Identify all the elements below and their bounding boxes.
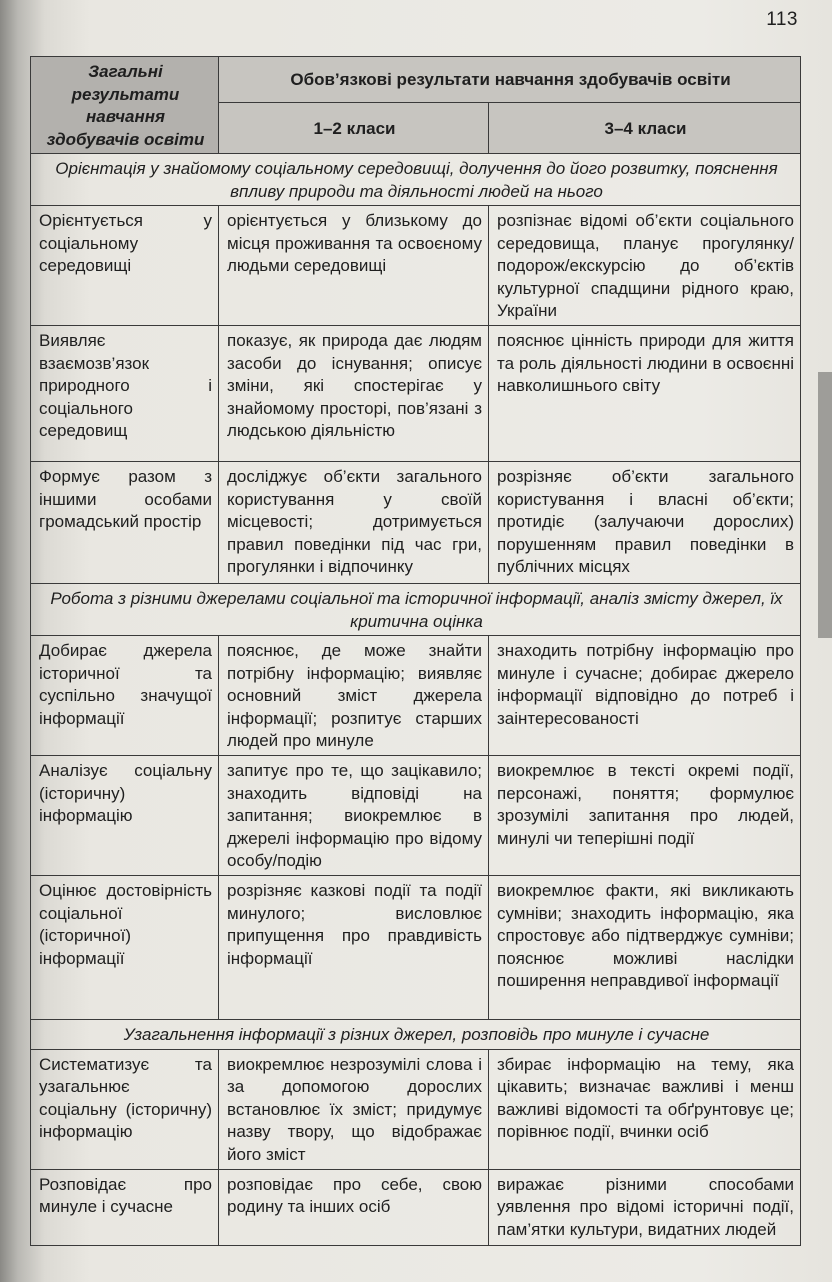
table-row: [31, 206, 801, 326]
grades-3-4-cell: знаходить потрібну інформацію про минуле і сучасне; добирає джерело інформації відповідно до потреб і заінтересованості: [489, 636, 801, 756]
curriculum-table: [30, 56, 801, 1246]
general-result-cell: Систематизує та узагальнює соціальну (історичну) інформацію: [31, 1049, 219, 1169]
section-row: [31, 1020, 801, 1050]
grades-3-4-cell: збирає інформацію на тему, яка цікавить; визначає важливі і менш важливі відомості та обґрунтовує це; порівнює події, вчинки осіб: [489, 1049, 801, 1169]
header-mandatory-results: Обов’язкові результати навчання здобувачів освіти: [219, 57, 801, 103]
section-row: [31, 584, 801, 636]
header-grade-1-2: 1–2 класи: [219, 103, 489, 154]
grades-1-2-cell: показує, як природа дає людям засоби до існування; описує зміни, які спостерігає у знайомому просторі, пов’язані з людською діяльністю: [219, 326, 489, 462]
table-row: [31, 326, 801, 462]
page-number: 113: [766, 9, 798, 30]
header-general-results: Загальні результати навчання здобувачів освіти: [31, 57, 219, 154]
general-result-cell: Формує разом з іншими особами громадський простір: [31, 462, 219, 584]
grades-3-4-cell: пояснює цінність природи для життя та роль діяльності людини в освоєнні навколишнього світу: [489, 326, 801, 462]
page-edge-tab: [818, 372, 832, 638]
table-row: [31, 1169, 801, 1245]
grades-1-2-cell: виокремлює незрозумілі слова і за допомогою дорослих встановлює їх зміст; придумує назву твору, що відображає його зміст: [219, 1049, 489, 1169]
grades-3-4-cell: виокремлює факти, які викликають сумніви; знаходить інформацію, яка спростовує або підтверджує сумніви; пояснює можливі наслідки поширення неправдивої інформації: [489, 876, 801, 1020]
grades-1-2-cell: орієнтується у близькому до місця проживання та освоєному людьми середовищі: [219, 206, 489, 326]
general-result-cell: Оцінює достовірність соціальної (історичної) інформації: [31, 876, 219, 1020]
grades-1-2-cell: розрізняє казкові події та події минулого; висловлює припущення про правдивість інформації: [219, 876, 489, 1020]
general-result-cell: Виявляє взаємозв’язок природного і соціального середовищ: [31, 326, 219, 462]
section-title: Орієнтація у знайомому соціальному середовищі, долучення до його розвитку, пояснення впливу природи та діяльності людей на нього: [31, 154, 801, 206]
table-header-row: [31, 57, 801, 103]
grades-3-4-cell: розрізняє об’єкти загального користування і власні об’єкти; протидіє (залучаючи дорослих) порушенням правил поведінки в публічних місцях: [489, 462, 801, 584]
general-result-cell: Добирає джерела історичної та суспільно значущої інформації: [31, 636, 219, 756]
section-title: Узагальнення інформації з різних джерел, розповідь про минуле і сучасне: [31, 1020, 801, 1050]
table-row: [31, 462, 801, 584]
section-title: Робота з різними джерелами соціальної та історичної інформації, аналіз змісту джерел, їх критична оцінка: [31, 584, 801, 636]
table-row: [31, 636, 801, 756]
grades-3-4-cell: розпізнає відомі об’єкти соціального середовища, планує прогулянку/подорож/екскурсію до об’єктів культурної спадщини рідного краю, України: [489, 206, 801, 326]
general-result-cell: Орієнтується у соціальному середовищі: [31, 206, 219, 326]
grades-1-2-cell: запитує про те, що зацікавило; знаходить відповіді на запитання; виокремлює в джерелі інформацію про відому особу/подію: [219, 756, 489, 876]
grades-1-2-cell: пояснює, де може знайти потрібну інформацію; виявляє основний зміст джерела інформації; розпитує старших людей про минуле: [219, 636, 489, 756]
table-row: [31, 756, 801, 876]
table-row: [31, 876, 801, 1020]
grades-3-4-cell: виокремлює в тексті окремі події, персонажі, поняття; формулює зрозумілі запитання про людей, минулі чи теперішні події: [489, 756, 801, 876]
grades-1-2-cell: розповідає про себе, свою родину та інших осіб: [219, 1169, 489, 1245]
section-row: [31, 154, 801, 206]
grades-1-2-cell: досліджує об’єкти загального користування у своїй місцевості; дотримується правил поведінки під час гри, прогулянки і відпочинку: [219, 462, 489, 584]
general-result-cell: Аналізує соціальну (історичну) інформацію: [31, 756, 219, 876]
table-row: [31, 1049, 801, 1169]
general-result-cell: Розповідає про минуле і сучасне: [31, 1169, 219, 1245]
header-grade-3-4: 3–4 класи: [489, 103, 801, 154]
grades-3-4-cell: виражає різними способами уявлення про відомі історичні події, пам’ятки культури, видатних людей: [489, 1169, 801, 1245]
